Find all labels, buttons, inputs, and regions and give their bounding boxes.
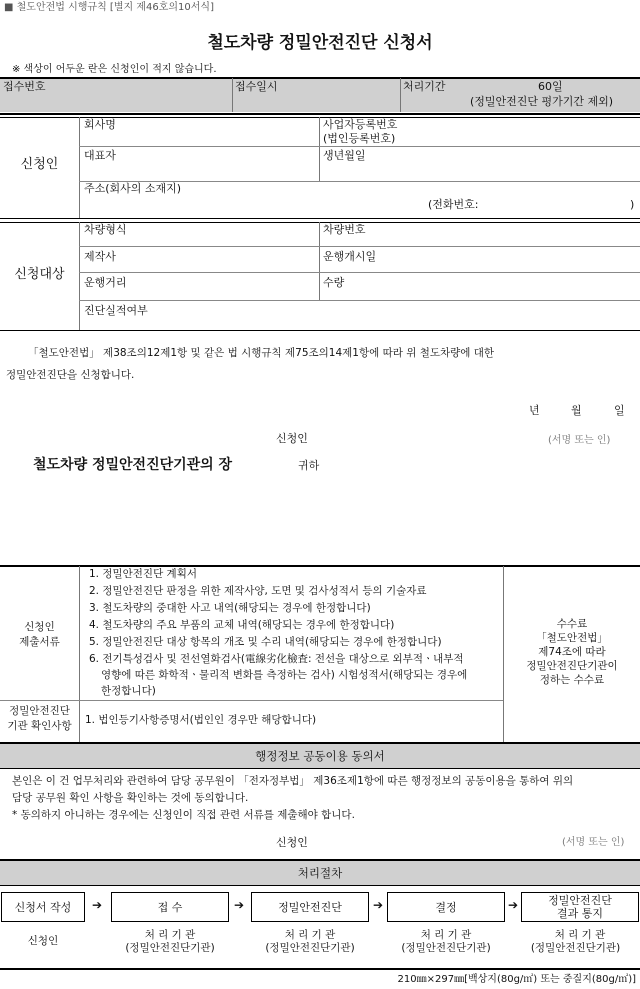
arrow-icon: ➔	[92, 898, 103, 912]
step-actor: 처 리 기 관	[144, 929, 196, 941]
corporate-registration-label: (법인등록번호)	[323, 132, 396, 145]
form-reference: ■ 철도안전법 시행규칙 [별지 제46호의10서식]	[4, 2, 214, 13]
confirm-label-line-1: 정밀안전진단	[9, 705, 70, 717]
step-label: 신청서 작성	[14, 900, 72, 914]
step-actor: 처 리 기 관	[284, 929, 336, 941]
doc-item: 6. 전기특성검사 및 전선열화검사(電線劣化檢査: 전선을 대상으로 외부적ㆍ내부적	[89, 653, 464, 665]
step-box-5	[521, 892, 639, 922]
fee-line: 수수료	[556, 618, 588, 630]
step-actor-note: (정밀안전진단기관)	[401, 942, 491, 954]
consent-line-3: * 동의하지 아니하는 경우에는 신청인이 직접 관련 서류를 제출해야 합니다.	[12, 809, 355, 821]
step-actor-note: (정밀안전진단기관)	[125, 942, 215, 954]
consent-line-1: 본인은 이 건 업무처리와 관련하여 담당 공무원이 「전자정부법」 제36조제1항에 따른 행정정보의 공동이용을 통하여 위의	[12, 775, 574, 787]
addressee-suffix: 귀하	[298, 459, 320, 472]
manufacturer-label: 제작사	[84, 250, 116, 263]
step-box-3	[251, 892, 369, 922]
vehicle-number-label: 차량번호	[323, 223, 366, 236]
doc-item: 4. 철도차량의 주요 부품의 교체 내역(해당되는 경우에 한정합니다)	[89, 619, 395, 631]
consent-line-2: 담당 공무원 확인 사항을 확인하는 것에 동의합니다.	[12, 792, 249, 804]
company-name-label: 회사명	[84, 118, 116, 131]
step-actor-note: (정밀안전진단기관)	[530, 942, 621, 954]
receipt-date-label: 접수일시	[235, 80, 278, 93]
doc-item: 5. 정밀안전진단 대상 항목의 개조 및 수리 내역(해당되는 경우에 한정합니다)	[89, 636, 442, 648]
step-label: 결정	[435, 900, 457, 914]
declaration-sign-note: (서명 또는 인)	[548, 435, 611, 446]
distance-label: 운행거리	[84, 276, 127, 289]
date-month-label: 월	[571, 404, 582, 417]
procedure-header: 처리절차	[297, 866, 343, 880]
step-actor: 처 리 기 관	[420, 929, 472, 941]
step-label: 정밀안전진단	[278, 900, 342, 914]
target-section-label: 신청대상	[14, 267, 65, 282]
arrow-icon: ➔	[508, 898, 519, 912]
confirm-label-line-2: 기관 확인사항	[7, 720, 72, 732]
processing-period-note: (정밀안전진단 평가기간 제외)	[470, 95, 614, 108]
arrow-icon: ➔	[373, 898, 384, 912]
consent-header: 행정정보 공동이용 동의서	[255, 749, 385, 763]
doc-item: 1. 정밀안전진단 계획서	[89, 568, 197, 580]
doc-item: 3. 철도차량의 중대한 사고 내역(해당되는 경우에 한정합니다)	[89, 602, 371, 614]
step-actor-note: (정밀안전진단기관)	[265, 942, 355, 954]
fee-line: 정밀안전진단기관이	[526, 660, 618, 672]
processing-period-value: 60일	[538, 80, 563, 93]
date-year-label: 년	[529, 404, 540, 417]
step-box-4	[387, 892, 505, 922]
docs-label-line-1: 신청인	[24, 621, 55, 633]
declaration-line-1: 「철도안전법」 제38조의12제1항 및 같은 법 시행규칙 제75조의14제1항에 따라 위 철도차량에 대한	[28, 347, 495, 359]
step-label: 정밀안전진단 결과 통지	[548, 894, 612, 920]
form-title: 철도차량 정밀안전진단 신청서	[207, 33, 433, 53]
processing-period-label: 처리기간	[403, 80, 446, 93]
fee-line: 「철도안전법」	[536, 632, 608, 644]
step-box-1	[1, 892, 85, 922]
representative-label: 대표자	[84, 149, 116, 162]
date-day-label: 일	[614, 404, 625, 417]
address-label: 주소(회사의 소재지)	[84, 182, 182, 195]
fee-line: 정하는 수수료	[539, 674, 605, 686]
declaration-line-2: 정밀안전진단을 신청합니다.	[6, 369, 135, 381]
confirm-item: 1. 법인등기사항증명서(법인인 경우만 해당합니다)	[85, 714, 317, 726]
phone-label: (전화번호:	[428, 198, 479, 211]
docs-label-line-2: 제출서류	[19, 636, 60, 648]
addressee: 철도차량 정밀안전진단기관의 장	[33, 457, 233, 473]
fee-line: 제74조에 따라	[538, 646, 606, 658]
service-start-label: 운행개시일	[323, 250, 377, 263]
receipt-number-label: 접수번호	[3, 80, 46, 93]
diagnosis-history-label: 진단실적여부	[84, 304, 148, 317]
doc-item: 한정합니다)	[101, 685, 156, 697]
business-registration-label: 사업자등록번호	[323, 118, 398, 131]
consent-sign-note: (서명 또는 인)	[562, 837, 625, 848]
birth-date-label: 생년월일	[323, 149, 366, 162]
doc-item: 영향에 따른 화학적ㆍ물리적 변화를 측정하는 검사) 시험성적서(해당되는 경우에	[101, 669, 468, 681]
vehicle-model-label: 차량형식	[84, 223, 127, 236]
applicant-section-label: 신청인	[20, 157, 59, 172]
declaration-signer-label: 신청인	[276, 432, 308, 445]
phone-close: )	[630, 198, 635, 211]
consent-signer-label: 신청인	[276, 836, 308, 849]
doc-item: 2. 정밀안전진단 판정을 위한 제작사양, 도면 및 검사성적서 등의 기술자료	[89, 585, 427, 597]
quantity-label: 수량	[323, 276, 345, 289]
shaded-notice: ※ 색상이 어두운 란은 신청인이 적지 않습니다.	[12, 64, 217, 75]
step-actor: 신청인	[27, 935, 59, 947]
step-label: 접 수	[157, 900, 183, 914]
step-actor: 처 리 기 관	[554, 929, 606, 941]
paper-spec-footer: 210㎜×297㎜[백상지(80g/㎡) 또는 중질지(80g/㎡)]	[397, 974, 636, 985]
arrow-icon: ➔	[234, 898, 245, 912]
step-box-2	[111, 892, 229, 922]
